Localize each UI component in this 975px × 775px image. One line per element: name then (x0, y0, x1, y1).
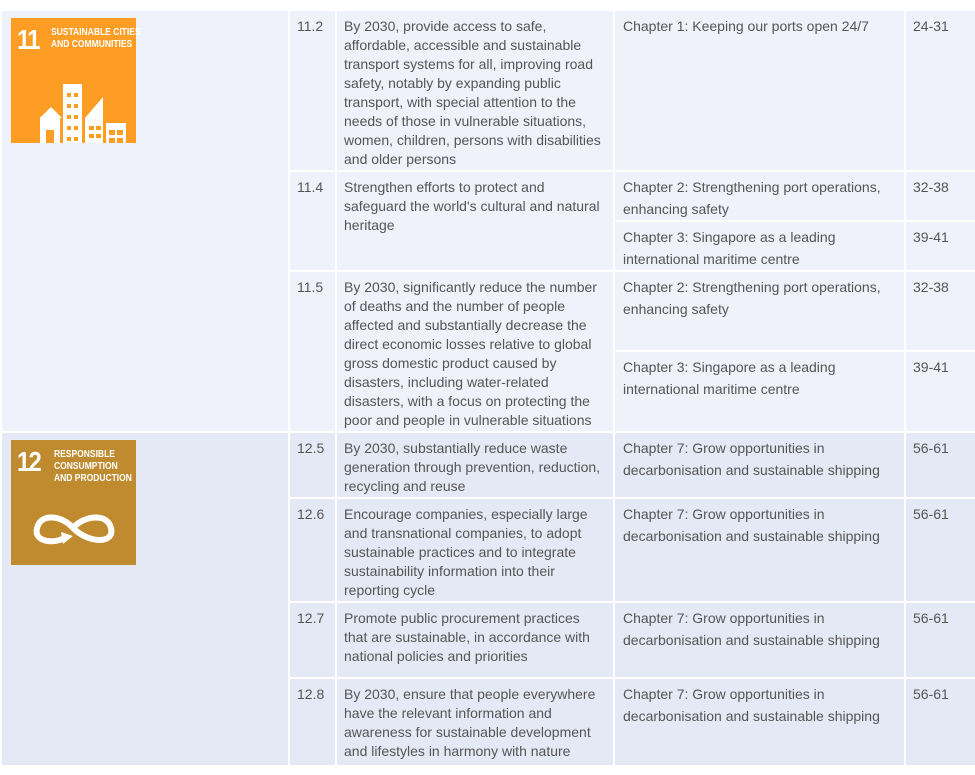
infinity-loop-icon (11, 440, 136, 565)
chapter-reference: Chapter 3: Singapore as a leading international maritime centre (615, 222, 904, 270)
sdg-goal-12-badge (11, 440, 136, 565)
goal-title-line: SUSTAINABLE CITIES (51, 27, 141, 38)
chapter-reference: Chapter 2: Strengthening port operations, enhancing safety (615, 272, 904, 350)
page-range: 32-38 (906, 272, 975, 350)
page-range: 56-61 (906, 433, 975, 497)
goal-cell-11 (2, 11, 288, 431)
page-range: 39-41 (906, 222, 975, 270)
chapter-reference: Chapter 7: Grow opportunities in decarbonisation and sustainable shipping (615, 499, 904, 601)
chapter-reference: Chapter 7: Grow opportunities in decarbonisation and sustainable shipping (615, 603, 904, 677)
page-range: 56-61 (906, 499, 975, 601)
goal-number: 12 (17, 446, 41, 477)
chapter-reference: Chapter 7: Grow opportunities in decarbonisation and sustainable shipping (615, 679, 904, 765)
chapter-reference: Chapter 3: Singapore as a leading international maritime centre (615, 352, 904, 431)
target-id: 12.6 (290, 499, 335, 601)
sdg-goal-11-badge (11, 18, 141, 143)
target-description: Encourage companies, especially large and transnational companies, to adopt sustainable practices and to integrate sustainability information into their reporting cycle (337, 499, 613, 601)
chapter-reference: Chapter 2: Strengthening port operations, enhancing safety (615, 172, 904, 220)
goal-title-line: RESPONSIBLE (54, 449, 115, 460)
chapter-reference: Chapter 7: Grow opportunities in decarbonisation and sustainable shipping (615, 433, 904, 497)
page-range: 32-38 (906, 172, 975, 220)
page-range: 39-41 (906, 352, 975, 431)
target-id: 12.5 (290, 433, 335, 497)
page-range: 24-31 (906, 11, 975, 170)
goal-title-line: AND COMMUNITIES (51, 39, 133, 50)
goal-title-line: CONSUMPTION (54, 461, 118, 472)
goal-title-line: AND PRODUCTION (54, 473, 132, 484)
target-id: 12.7 (290, 603, 335, 677)
goal-number: 11 (17, 24, 39, 55)
target-id: 11.4 (290, 172, 335, 270)
chapter-reference: Chapter 1: Keeping our ports open 24/7 (615, 11, 904, 170)
target-id: 12.8 (290, 679, 335, 765)
target-description: Strengthen efforts to protect and safeguard the world's cultural and natural heritage (337, 172, 613, 270)
city-buildings-icon (11, 18, 136, 143)
target-id: 11.5 (290, 272, 335, 431)
target-description: By 2030, significantly reduce the number of deaths and the number of people affected and substantially decrease the direct economic losses relative to global gross domestic product caused by disasters, including water-related disasters, with a focus on protecting the poor and people in vulnerable situations (337, 272, 613, 431)
target-description: By 2030, ensure that people everywhere have the relevant information and awareness for sustainable development and lifestyles in harmony with nature (337, 679, 613, 765)
target-description: By 2030, substantially reduce waste generation through prevention, reduction, recycling and reuse (337, 433, 613, 497)
goal-cell-12 (2, 433, 288, 765)
target-description: By 2030, provide access to safe, affordable, accessible and sustainable transport systems for all, improving road safety, notably by expanding public transport, with special attention to the needs of those in vulnerable situations, women, children, persons with disabilities and older persons (337, 11, 613, 170)
target-description: Promote public procurement practices that are sustainable, in accordance with national policies and priorities (337, 603, 613, 677)
page-range: 56-61 (906, 603, 975, 677)
page-range: 56-61 (906, 679, 975, 765)
target-id: 11.2 (290, 11, 335, 170)
